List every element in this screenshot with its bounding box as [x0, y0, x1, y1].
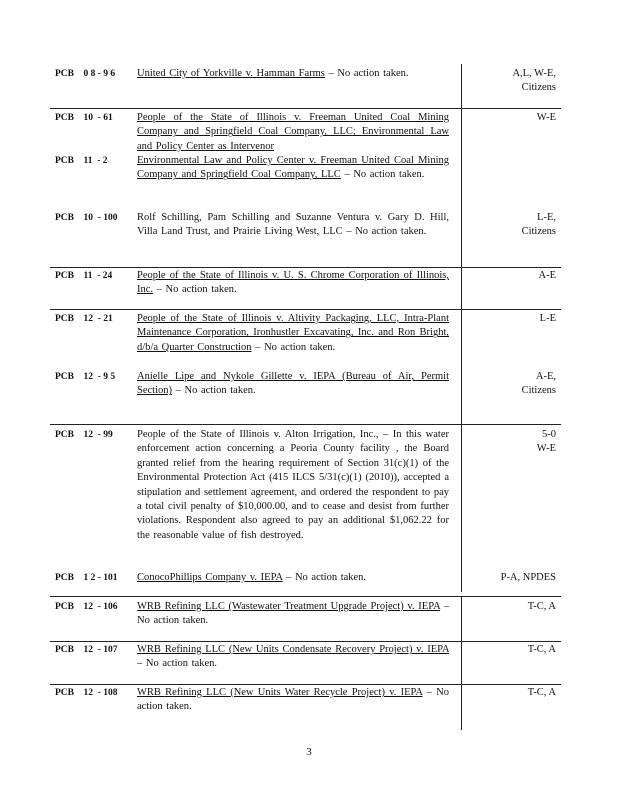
case-description: People of the State of Illinois v. Altivity Packaging, LLC, Intra-Plant Maintenance Corporation, Ironhustler Excavating, Inc. and Ron Bright, d/b/a Quarter Construction – No action taken. [137, 313, 449, 353]
case-codes: L-E, Citizens [521, 212, 556, 238]
case-description: Anielle Lipe and Nykole Gillette v. IEPA (Bureau of Air, Permit Section) – No action taken. [137, 371, 449, 397]
case-codes: P-A, NPDES [500, 572, 556, 583]
row-divider [50, 684, 561, 685]
case-number: PCB 12 - 108 [55, 688, 118, 698]
case-description: United City of Yorkville v. Hamman Farms – No action taken. [137, 68, 409, 79]
case-description: ConocoPhillips Company v. IEPA – No action taken. [137, 572, 367, 583]
case-number: PCB 1 2 - 101 [55, 573, 118, 583]
case-number: PCB 12 - 107 [55, 645, 118, 655]
row-divider [50, 108, 561, 109]
case-codes: 5-0 W-E [536, 429, 556, 455]
case-description: People of the State of Illinois v. Freeman United Coal Mining Company and Springfield Coal Company, LLC; Environmental Law and Policy Center as Intervenor [137, 112, 449, 152]
case-number: PCB 11 - 2 [55, 156, 108, 166]
case-description: People of the State of Illinois v. U. S. Chrome Corporation of Illinois, Inc. – No action taken. [137, 270, 449, 296]
case-description: Rolf Schilling, Pam Schilling and Suzanne Ventura v. Gary D. Hill, Villa Land Trust, and Prairie Living West, LLC – No action taken. [137, 212, 449, 238]
column-divider [461, 108, 462, 424]
column-divider [461, 64, 462, 108]
column-divider [461, 424, 462, 592]
case-description: People of the State of Illinois v. Alton Irrigation, Inc., – In this water enforcement action concerning a Peoria County facility , the Board granted relief from the hearing requirement of Section 31(c)(1) of the Environmental Protection Act (415 ILCS 5/31(c)(1) (2010)), accepted a stipulation and settlement agreement, and ordered the respondent to pay a total civil penalty of $10,000.00, and to cease and desist from further violations. Respondent also agreed to pay an additional $1,062.22 for the reasonable value of fish destroyed. [137, 429, 449, 541]
case-description: WRB Refining LLC (New Units Water Recycle Project) v. IEPA – No action taken. [137, 687, 449, 713]
case-description: WRB Refining LLC (Wastewater Treatment Upgrade Project) v. IEPA – No action taken. [137, 601, 450, 627]
case-number: PCB 0 8 - 9 6 [55, 69, 116, 79]
case-number: PCB 12 - 9 5 [55, 372, 116, 382]
page-number: 3 [306, 746, 312, 758]
row-divider [50, 596, 561, 597]
case-codes: T-C, A [527, 601, 556, 612]
case-number: PCB 10 - 100 [55, 213, 118, 223]
row-divider [50, 309, 561, 310]
case-number: PCB 12 - 106 [55, 602, 118, 612]
case-number: PCB 11 - 24 [55, 271, 113, 281]
row-divider [50, 424, 561, 425]
case-number: PCB 12 - 21 [55, 314, 113, 324]
case-codes: T-C, A [527, 644, 556, 655]
case-codes: A-E, Citizens [521, 371, 556, 397]
case-codes: L-E [539, 313, 556, 324]
column-divider [461, 596, 462, 730]
case-codes: W-E [536, 112, 556, 123]
case-number: PCB 10 - 61 [55, 113, 113, 123]
row-divider [50, 267, 561, 268]
case-codes: A-E [538, 270, 556, 281]
row-divider [50, 641, 561, 642]
case-number: PCB 12 - 99 [55, 430, 113, 440]
case-codes: T-C, A [527, 687, 556, 698]
case-codes: A,L, W-E, Citizens [512, 68, 556, 94]
case-description: Environmental Law and Policy Center v. Freeman United Coal Mining Company and Springfield Coal Company, LLC – No action taken. [137, 155, 449, 181]
case-description: WRB Refining LLC (New Units Condensate Recovery Project) v. IEPA – No action taken. [137, 644, 449, 670]
